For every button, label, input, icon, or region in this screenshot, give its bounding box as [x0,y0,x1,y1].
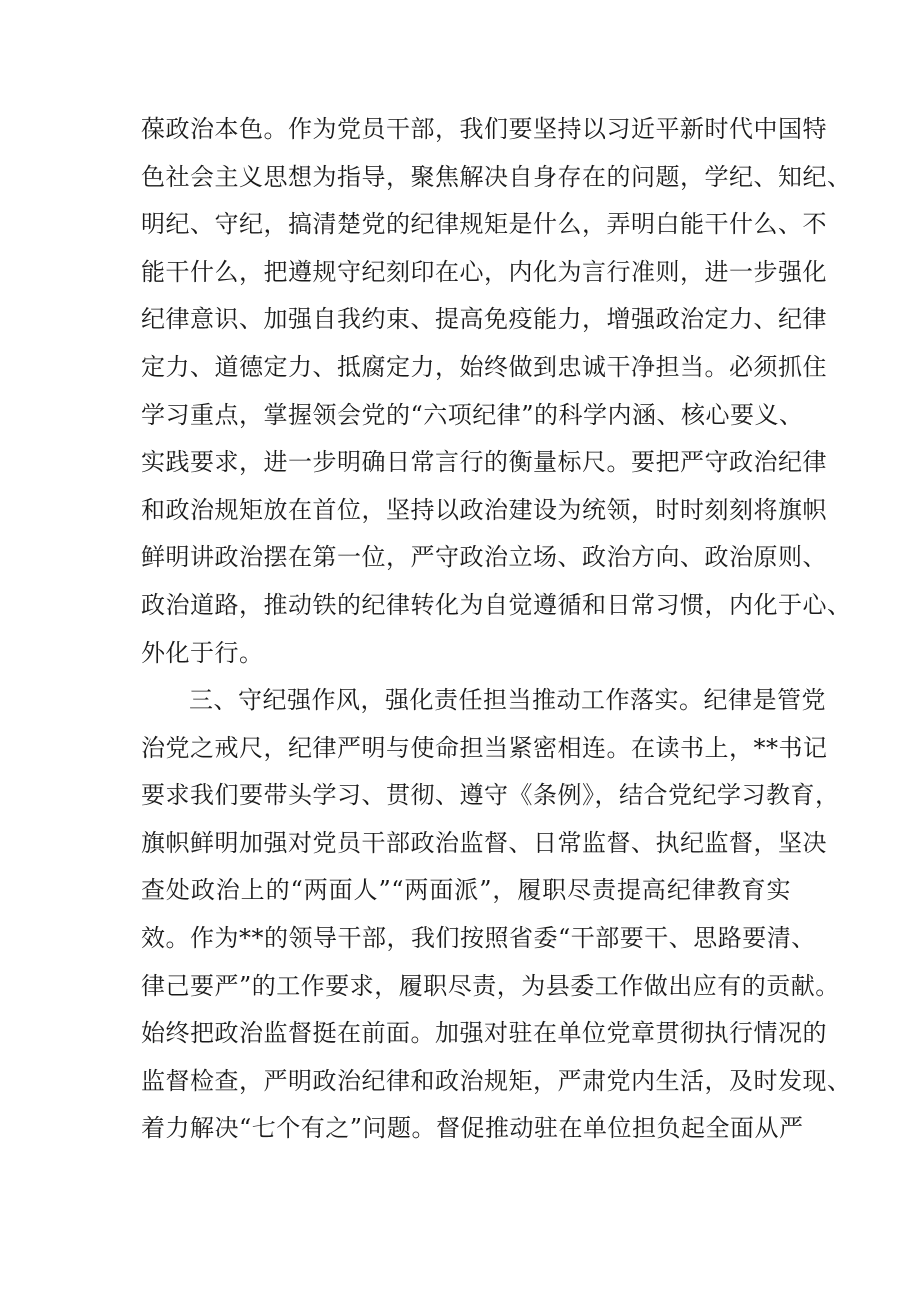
paragraph-line: 明纪、守纪，搞清楚党的纪律规矩是什么，弄明白能干什么、不 [141,210,827,239]
paragraph-line: 治党之戒尺，纪律严明与使命担当紧密相连。在读书上，**书记 [141,733,828,762]
paragraph-line: 效。作为**的领导干部，我们按照省委“干部要干、思路要清、 [141,923,816,952]
paragraph-line: 定力、道德定力、抵腐定力，始终做到忠诚干净担当。必须抓住 [141,352,827,381]
paragraph-line: 查处政治上的“两面人”“两面派”，履职尽责提高纪律教育实 [141,876,791,905]
paragraph-line: 实践要求，进一步明确日常言行的衡量标尺。要把严守政治纪律 [141,448,827,477]
paragraph-line: 始终把政治监督挺在前面。加强对驻在单位党章贯彻执行情况的 [141,1019,827,1048]
paragraph-line: 和政治规矩放在首位，坚持以政治建设为统领，时时刻刻将旗帜 [141,495,827,524]
paragraph-line: 外化于行。 [141,638,264,667]
paragraph-line: 要求我们要带头学习、贯彻、遵守《条例》，结合党纪学习教育， [141,781,840,810]
paragraph-line: 旗帜鲜明加强对党员干部政治监督、日常监督、执纪监督，坚决 [141,828,827,857]
paragraph-line: 监督检查，严明政治纪律和政治规矩，严肃党内生活，及时发现、 [141,1066,852,1095]
paragraph-line: 色社会主义思想为指导，聚焦解决自身存在的问题，学纪、知纪、 [141,162,852,191]
paragraph-line: 律己要严”的工作要求，履职尽责，为县委工作做出应有的贡献。 [141,971,840,1000]
paragraph-line: 学习重点，掌握领会党的“六项纪律”的科学内涵、核心要义、 [141,400,804,429]
paragraph-line: 葆政治本色。作为党员干部，我们要坚持以习近平新时代中国特 [141,115,827,143]
paragraph-2 [141,677,852,1153]
paragraph-1 [141,106,852,677]
paragraph-line: 三、守纪强作风，强化责任担当推动工作落实。纪律是管党 [189,686,826,714]
paragraph-line: 能干什么，把遵规守纪刻印在心，内化为言行准则，进一步强化 [141,257,827,286]
paragraph-line: 纪律意识、加强自我约束、提高免疫能力，增强政治定力、纪律 [141,305,827,334]
paragraph-line: 政治道路，推动铁的纪律转化为自觉遵循和日常习惯，内化于心、 [141,590,852,619]
paragraph-line: 鲜明讲政治摆在第一位，严守政治立场、政治方向、政治原则、 [141,543,827,572]
paragraph-line: 着力解决“七个有之”问题。督促推动驻在单位担负起全面从严 [141,1114,804,1143]
